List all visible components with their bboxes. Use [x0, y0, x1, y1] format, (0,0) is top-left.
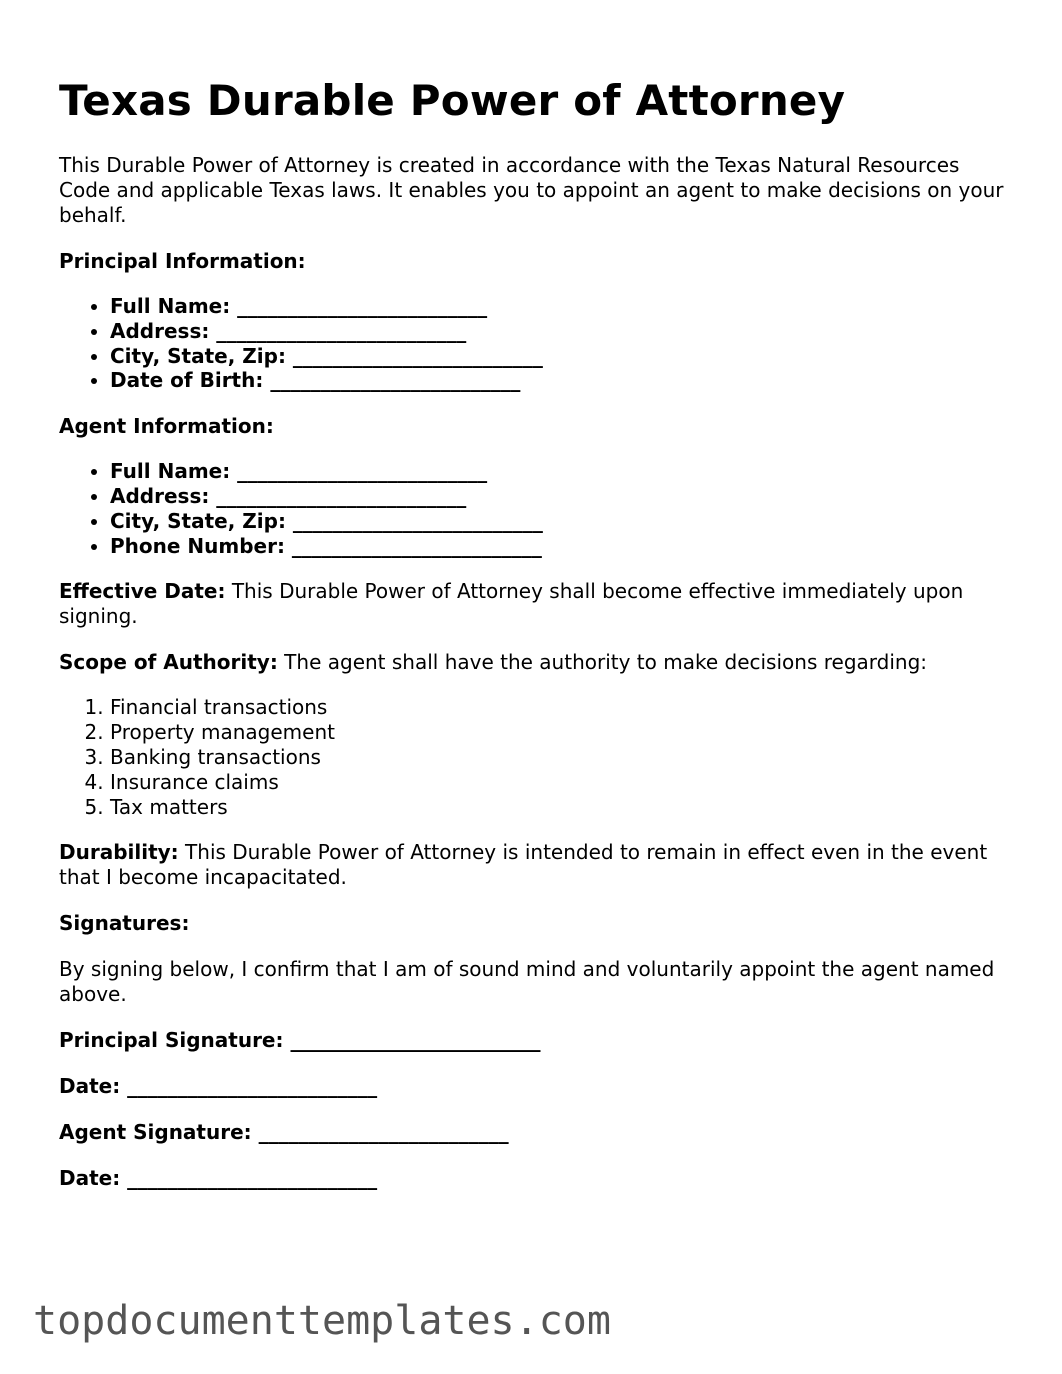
- agent-date-line: Date: _________________________: [59, 1166, 378, 1191]
- effective-date-paragraph: [59, 579, 1009, 629]
- intro-paragraph: This Durable Power of Attorney is created in accordance with the Texas Natural Resources Code and applicable Texas laws. It enables you to appoint an agent to make decisions on your behalf.: [59, 153, 1004, 227]
- principal-full-name-field: • Full Name: _________________________: [110, 294, 1009, 319]
- principal-date-of-birth-field: • Date of Birth: _________________________: [110, 368, 1009, 393]
- principal-date-line: Date: _________________________: [59, 1074, 378, 1099]
- agent-full-name-field: • Full Name: _________________________: [110, 459, 1009, 484]
- durability-text: This Durable Power of Attorney is intended to remain in effect even in the event that I become incapacitated.: [59, 840, 988, 890]
- effective-date-label: Effective Date:: [59, 579, 226, 604]
- scope-item: 2. Property management: [110, 720, 1009, 745]
- agent-signature-line: Agent Signature: _________________________: [59, 1120, 509, 1145]
- principal-city-state-zip-field: • City, State, Zip: _________________________: [110, 344, 1009, 369]
- agent-fields-list: [59, 459, 1009, 558]
- principal-address-field: • Address: _________________________: [110, 319, 1009, 344]
- scope-paragraph: [59, 650, 1009, 675]
- effective-date-text: This Durable Power of Attorney shall become effective immediately upon signing.: [59, 579, 964, 629]
- principal-fields-list: [59, 294, 1009, 393]
- scope-text: The agent shall have the authority to make decisions regarding:: [277, 650, 927, 675]
- site-watermark: topdocumenttemplates.com: [33, 1298, 611, 1344]
- scope-item: 5. Tax matters: [110, 795, 1009, 820]
- scope-item: 3. Banking transactions: [110, 745, 1009, 770]
- document-page: [59, 72, 1009, 1191]
- scope-item: 1. Financial transactions: [110, 695, 1009, 720]
- agent-heading: Agent Information:: [59, 414, 274, 439]
- agent-address-field: • Address: _________________________: [110, 484, 1009, 509]
- scope-item: 4. Insurance claims: [110, 770, 1009, 795]
- agent-city-state-zip-field: • City, State, Zip: _________________________: [110, 509, 1009, 534]
- document-title: Texas Durable Power of Attorney: [59, 76, 846, 125]
- signatures-statement: By signing below, I confirm that I am of sound mind and voluntarily appoint the agent named above.: [59, 957, 995, 1007]
- durability-paragraph: [59, 840, 1009, 890]
- signatures-heading: Signatures:: [59, 911, 190, 936]
- scope-label: Scope of Authority:: [59, 650, 278, 675]
- principal-signature-line: Principal Signature: _________________________: [59, 1028, 541, 1053]
- durability-label: Durability:: [59, 840, 179, 865]
- agent-phone-number-field: • Phone Number: _________________________: [110, 534, 1009, 559]
- scope-items-list: [59, 695, 1009, 819]
- principal-heading: Principal Information:: [59, 249, 306, 273]
